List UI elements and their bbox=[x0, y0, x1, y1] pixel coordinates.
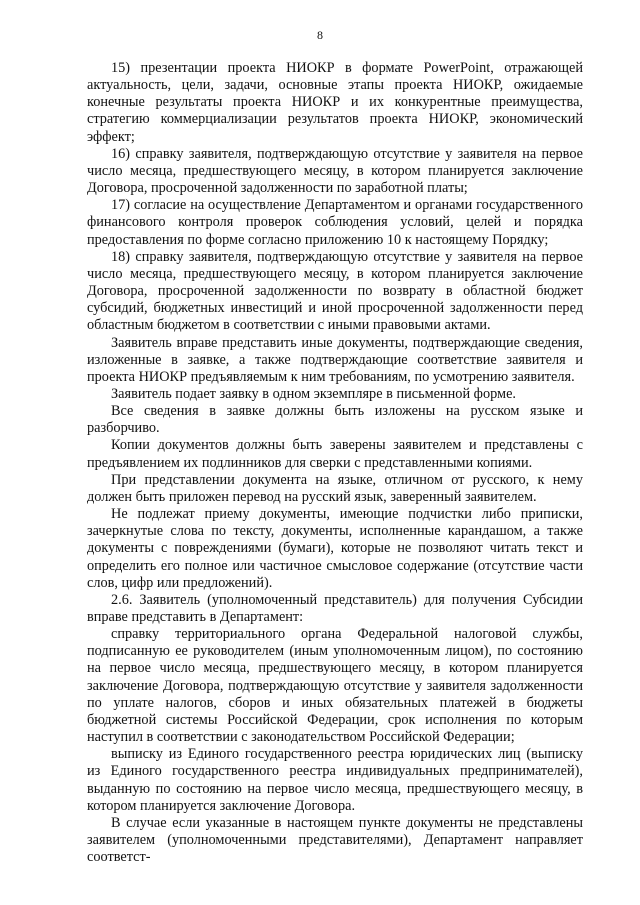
paragraph-other-documents: Заявитель вправе представить иные документы, подтверждающие сведения, изложенные в заявке, а также подтверждающие соответствие заявителя и проекта НИОКР предъявляемым к ним требованиям, по усмотрению заявителя. bbox=[87, 334, 583, 385]
paragraph-tax-certificate: справку территориального органа Федеральной налоговой службы, подписанную ее руководителем (иным уполномоченным лицом), по состоянию на первое число месяца, предшествующего месяцу, в котором планируется заключение Договора, подтверждающую отсутствие у заявителя задолженности по уплате налогов, сборов и иных обязательных платежей в бюджеты бюджетной системы Российской Федерации, срок исполнения по которым наступил в соответствии с законодательством Российской Федерации; bbox=[87, 626, 583, 746]
paragraph-translation: При представлении документа на языке, отличном от русского, к нему должен быть приложен перевод на русский язык, заверенный заявителем. bbox=[87, 471, 583, 505]
paragraph-russian-language: Все сведения в заявке должны быть изложены на русском языке и разборчиво. bbox=[87, 403, 583, 437]
paragraph-item-17: 17) согласие на осуществление Департаментом и органами государственного финансового контроля проверок соблюдения условий, целей и порядка предоставления по форме согласно приложению 10 к настоящему Порядку; bbox=[87, 197, 583, 248]
paragraph-department-request: В случае если указанные в настоящем пункте документы не представлены заявителем (уполномоченными представителями), Департамент направляет соответст- bbox=[87, 814, 583, 866]
paragraph-section-2-6: 2.6. Заявитель (уполномоченный представитель) для получения Субсидии вправе представить в Департамент: bbox=[87, 591, 583, 625]
paragraph-certified-copies: Копии документов должны быть заверены заявителем и представлены с предъявлением их подлинников для сверки с представленными копиями. bbox=[87, 437, 583, 471]
document-body bbox=[87, 60, 583, 866]
paragraph-item-16: 16) справку заявителя, подтверждающую отсутствие у заявителя на первое число месяца, предшествующего месяцу, в котором планируется заключение Договора, просроченной задолженности по заработной платы; bbox=[87, 145, 583, 197]
page-number: 8 bbox=[317, 28, 323, 42]
paragraph-registry-extract: выписку из Единого государственного реестра юридических лиц (выписку из Единого государственного реестра индивидуальных предпринимателей), выданную по состоянию на первое число месяца, предшествующего месяцу, в котором планируется заключение Договора. bbox=[87, 746, 583, 814]
paragraph-rejected-documents: Не подлежат приему документы, имеющие подчистки либо приписки, зачеркнутые слова по тексту, документы, исполненные карандашом, а также документы с повреждениями (бумаги), которые не позволяют читать текст и определить его полное или частичное смысловое содержание (отсутствие части слов, цифр или предложений). bbox=[87, 506, 583, 591]
paragraph-item-15: 15) презентации проекта НИОКР в формате PowerPoint, отражающей актуальность, цели, задачи, основные этапы проекта НИОКР, ожидаемые конечные результаты проекта НИОКР и их конкурентные преимущества, стратегию коммерциализации результатов проекта НИОКР, экономический эффект; bbox=[87, 60, 583, 145]
paragraph-item-18: 18) справку заявителя, подтверждающую отсутствие у заявителя на первое число месяца, предшествующего месяцу, в котором планируется заключение Договора, просроченной задолженности по возврату в областной бюджет субсидий, бюджетных инвестиций и иной просроченной задолженности перед областным бюджетом в соответствии с иными правовыми актами. bbox=[87, 248, 583, 334]
paragraph-single-copy: Заявитель подает заявку в одном экземпляре в письменной форме. bbox=[111, 385, 516, 402]
